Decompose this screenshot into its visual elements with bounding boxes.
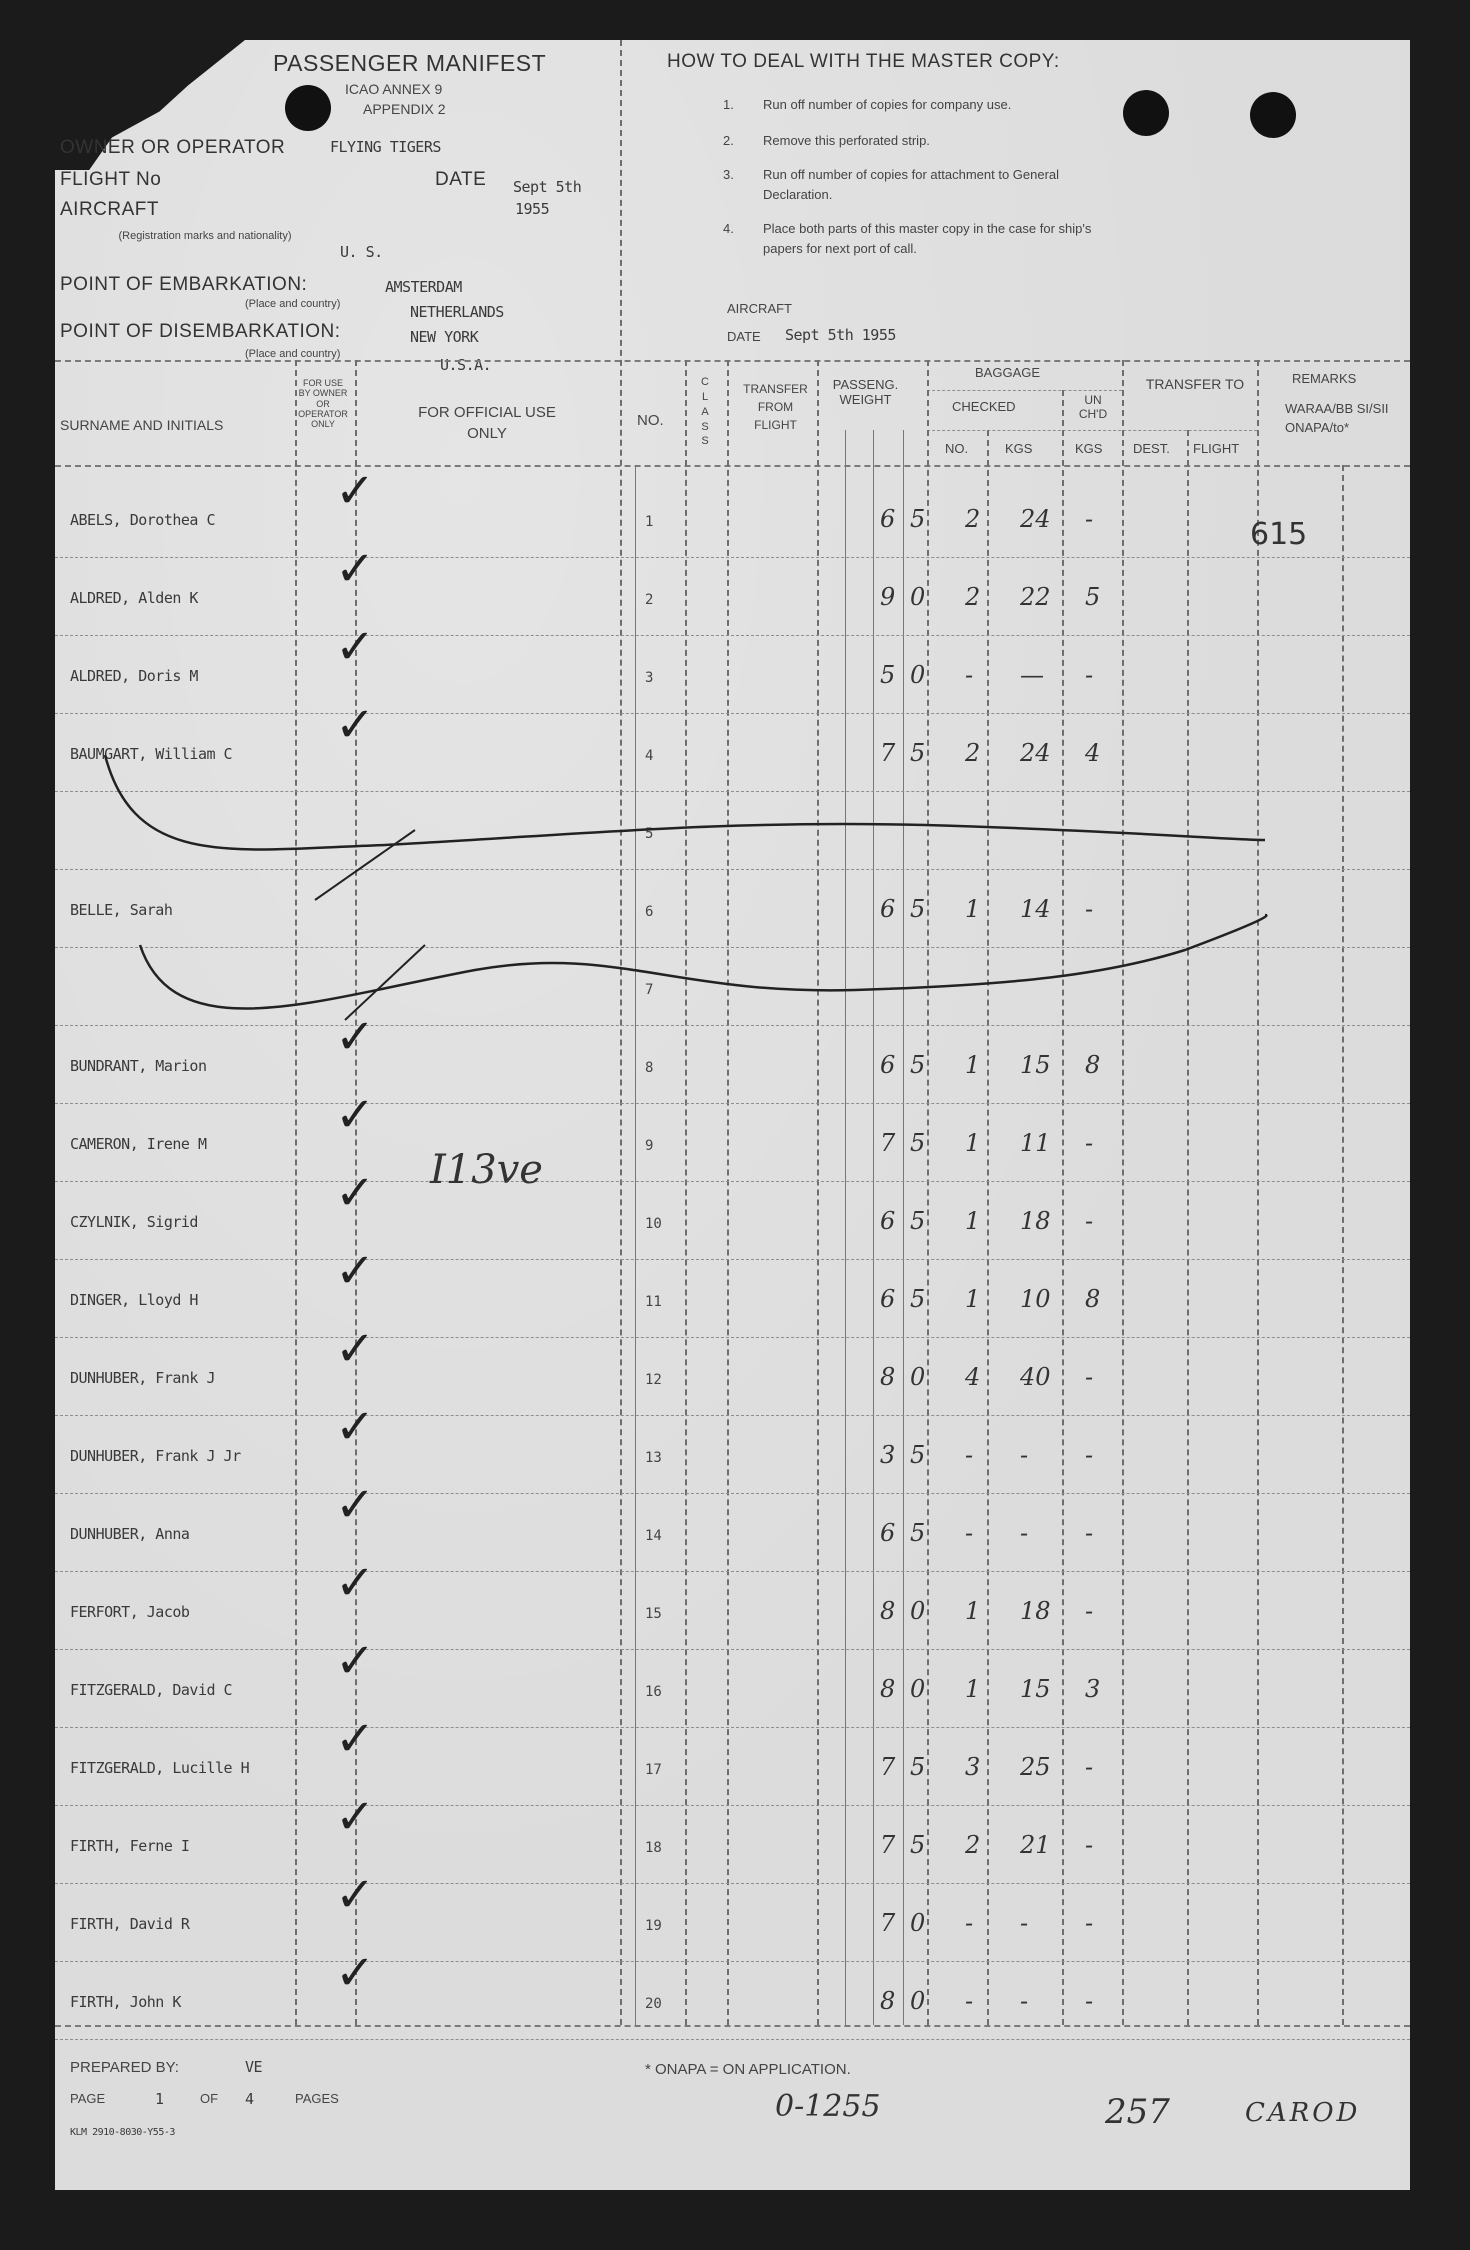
check-mark-icon: ✓ bbox=[335, 1789, 376, 1845]
weight-digit-2: 5 bbox=[910, 1285, 926, 1313]
weight-digit-2: 5 bbox=[910, 1129, 926, 1157]
weight-digit-1: 6 bbox=[880, 895, 896, 923]
embarkation-country: NETHERLANDS bbox=[410, 303, 504, 321]
hand-word: CAROD bbox=[1245, 2098, 1361, 2128]
weight-digit-2: 5 bbox=[910, 895, 926, 923]
weight-digit-2: 0 bbox=[910, 583, 926, 611]
unchecked-kgs: 3 bbox=[1085, 1675, 1101, 1703]
strike-check-row-5 bbox=[315, 830, 415, 900]
weight-digit-2: 0 bbox=[910, 1363, 926, 1391]
prepared-value: VE bbox=[245, 2058, 263, 2076]
date-year: 1955 bbox=[515, 200, 550, 218]
official-note: I13ve bbox=[430, 1147, 543, 1193]
weight-digit-1: 7 bbox=[880, 1909, 896, 1937]
col-remarks-sub: WARAA/BB SI/SII ONAPA/to* bbox=[1285, 401, 1389, 435]
unchecked-kgs: 8 bbox=[1085, 1051, 1101, 1079]
passenger-number: 6 bbox=[645, 904, 654, 920]
weight-digit-1: 6 bbox=[880, 1519, 896, 1547]
baggage-count: 1 bbox=[965, 1051, 981, 1079]
unchecked-kgs: 8 bbox=[1085, 1285, 1101, 1313]
passenger-name: CAMERON, Irene M bbox=[70, 1135, 207, 1153]
strike-line-row-5 bbox=[105, 755, 1265, 850]
weight-digit-2: 5 bbox=[910, 1051, 926, 1079]
baggage-kgs: - bbox=[1020, 1987, 1029, 2015]
passenger-name: DUNHUBER, Anna bbox=[70, 1525, 190, 1543]
weight-digit-2: 0 bbox=[910, 1597, 926, 1625]
baggage-kgs: 14 bbox=[1020, 895, 1051, 923]
disembarkation-country: U.S.A. bbox=[440, 356, 492, 374]
weight-digit-1: 5 bbox=[880, 661, 896, 689]
disembarkation-value: NEW YORK bbox=[410, 328, 479, 346]
passenger-name: FITZGERALD, David C bbox=[70, 1681, 233, 1699]
weight-digit-2: 5 bbox=[910, 1831, 926, 1859]
baggage-kgs: 18 bbox=[1020, 1597, 1051, 1625]
passenger-name: DUNHUBER, Frank J bbox=[70, 1369, 216, 1387]
weight-digit-1: 8 bbox=[880, 1675, 896, 1703]
weight-digit-1: 7 bbox=[880, 739, 896, 767]
col-weight: PASSENG. WEIGHT bbox=[832, 377, 899, 407]
passenger-number: 11 bbox=[645, 1294, 662, 1310]
baggage-kgs: 22 bbox=[1020, 583, 1051, 611]
weight-digit-1: 8 bbox=[880, 1987, 896, 2015]
passenger-number: 19 bbox=[645, 1918, 662, 1934]
instructions-title: HOW TO DEAL WITH THE MASTER COPY: bbox=[667, 51, 1060, 72]
onapa-note: * ONAPA = ON APPLICATION. bbox=[645, 2061, 851, 2078]
instruction-text: Run off number of copies for attachment to General bbox=[763, 167, 1060, 182]
check-mark-icon: ✓ bbox=[335, 1477, 376, 1533]
baggage-count: 4 bbox=[965, 1363, 981, 1391]
weight-digit-2: 5 bbox=[910, 739, 926, 767]
col-baggage: BAGGAGE bbox=[975, 365, 1041, 380]
manifest-sheet bbox=[55, 40, 1410, 2190]
unchecked-kgs: - bbox=[1085, 1753, 1094, 1781]
passenger-name: BUNDRANT, Marion bbox=[70, 1057, 207, 1075]
weight-digit-1: 3 bbox=[880, 1441, 896, 1469]
hand-code: 0-1255 bbox=[775, 2089, 881, 2124]
unchecked-kgs: 4 bbox=[1085, 739, 1101, 767]
hand-number: 257 bbox=[1105, 2092, 1170, 2132]
baggage-count: - bbox=[965, 1441, 974, 1469]
baggage-count: 2 bbox=[965, 505, 981, 533]
instruction-text: papers for next port of call. bbox=[763, 241, 917, 256]
check-mark-icon: ✓ bbox=[335, 1087, 376, 1143]
baggage-kgs: 24 bbox=[1020, 505, 1051, 533]
passenger-number: 16 bbox=[645, 1684, 662, 1700]
passenger-number: 2 bbox=[645, 592, 654, 608]
registration-value: U. S. bbox=[340, 243, 383, 261]
unchecked-kgs: - bbox=[1085, 1831, 1094, 1859]
check-mark-icon: ✓ bbox=[335, 541, 376, 597]
passenger-name: BAUMGART, William C bbox=[70, 745, 233, 763]
baggage-count: 1 bbox=[965, 1597, 981, 1625]
check-mark-icon: ✓ bbox=[335, 1633, 376, 1689]
passenger-name: FIRTH, Ferne I bbox=[70, 1837, 190, 1855]
check-mark-icon: ✓ bbox=[335, 1867, 376, 1923]
date-label: DATE bbox=[435, 169, 487, 190]
owner-value: FLYING TIGERS bbox=[330, 138, 441, 156]
unchecked-kgs: - bbox=[1085, 505, 1094, 533]
col-official: FOR OFFICIAL USE ONLY bbox=[418, 404, 556, 442]
instruction-text: Remove this perforated strip. bbox=[763, 133, 930, 148]
unchecked-kgs: - bbox=[1085, 1129, 1094, 1157]
col-transfer-to: TRANSFER TO bbox=[1145, 376, 1245, 392]
check-mark-icon: ✓ bbox=[335, 619, 376, 675]
passenger-number: 9 bbox=[645, 1138, 654, 1154]
baggage-count: 1 bbox=[965, 1207, 981, 1235]
col-unchd: UN CH'D bbox=[1078, 393, 1108, 421]
baggage-kgs: — bbox=[1020, 661, 1044, 689]
check-mark-icon: ✓ bbox=[335, 463, 376, 519]
unchecked-kgs: - bbox=[1085, 1597, 1094, 1625]
baggage-count: 1 bbox=[965, 1129, 981, 1157]
passenger-number: 4 bbox=[645, 748, 654, 764]
strike-overlay bbox=[55, 40, 1410, 2190]
page-value: 1 bbox=[155, 2090, 164, 2108]
appendix-label: APPENDIX 2 bbox=[363, 101, 446, 117]
of-label: OF bbox=[200, 2091, 219, 2106]
weight-digit-1: 6 bbox=[880, 1285, 896, 1313]
embarkation-note: (Place and country) bbox=[245, 298, 341, 310]
baggage-kgs: - bbox=[1020, 1441, 1029, 1469]
weight-digit-2: 0 bbox=[910, 1675, 926, 1703]
passenger-number: 15 bbox=[645, 1606, 662, 1622]
baggage-kgs: 40 bbox=[1020, 1363, 1051, 1391]
instruction-text: Run off number of copies for company use. bbox=[763, 97, 1012, 112]
baggage-count: - bbox=[965, 661, 974, 689]
baggage-count: 2 bbox=[965, 1831, 981, 1859]
passenger-number: 5 bbox=[645, 826, 654, 842]
baggage-kgs: 11 bbox=[1020, 1129, 1051, 1157]
check-mark-icon: ✓ bbox=[335, 697, 376, 753]
passenger-name: FIRTH, David R bbox=[70, 1915, 190, 1933]
passenger-name: ALDRED, Doris M bbox=[70, 667, 198, 685]
passenger-name: DINGER, Lloyd H bbox=[70, 1291, 198, 1309]
instructions-date-value: Sept 5th 1955 bbox=[785, 326, 896, 344]
check-mark-icon: ✓ bbox=[335, 1555, 376, 1611]
instruction-num: 3. bbox=[723, 167, 734, 182]
col-transfer-from: TRANSFER FROM FLIGHT bbox=[743, 382, 808, 432]
col-surname: SURNAME AND INITIALS bbox=[60, 417, 224, 433]
baggage-kgs: 15 bbox=[1020, 1051, 1051, 1079]
baggage-kgs: 18 bbox=[1020, 1207, 1051, 1235]
weight-digit-2: 0 bbox=[910, 1909, 926, 1937]
passenger-number: 17 bbox=[645, 1762, 662, 1778]
passenger-number: 18 bbox=[645, 1840, 662, 1856]
disembarkation-label: POINT OF DISEMBARKATION: bbox=[60, 321, 341, 342]
weight-digit-2: 0 bbox=[910, 661, 926, 689]
instruction-num: 1. bbox=[723, 97, 734, 112]
weight-digit-1: 6 bbox=[880, 505, 896, 533]
passenger-name: CZYLNIK, Sigrid bbox=[70, 1213, 198, 1231]
check-mark-icon: ✓ bbox=[335, 1321, 376, 1377]
baggage-count: 2 bbox=[965, 583, 981, 611]
col-class: CLASS bbox=[701, 376, 709, 448]
baggage-count: - bbox=[965, 1909, 974, 1937]
disembarkation-note: (Place and country) bbox=[245, 348, 341, 360]
instruction-text: Place both parts of this master copy in the case for ship's bbox=[763, 221, 1092, 236]
col-kgs: KGS bbox=[1005, 441, 1033, 456]
weight-digit-1: 7 bbox=[880, 1753, 896, 1781]
passenger-name: FIRTH, John K bbox=[70, 1993, 181, 2011]
check-mark-icon: ✓ bbox=[335, 1243, 376, 1299]
col-un-kgs: KGS bbox=[1075, 441, 1103, 456]
strike-line-row-7 bbox=[140, 915, 1266, 1009]
prepared-label: PREPARED BY: bbox=[70, 2059, 179, 2076]
baggage-kgs: - bbox=[1020, 1909, 1029, 1937]
weight-digit-1: 6 bbox=[880, 1207, 896, 1235]
col-bag-no: NO. bbox=[945, 441, 969, 456]
passenger-number: 3 bbox=[645, 670, 654, 686]
baggage-count: 1 bbox=[965, 1675, 981, 1703]
weight-digit-1: 8 bbox=[880, 1597, 896, 1625]
passenger-number: 20 bbox=[645, 1996, 662, 2012]
baggage-count: 1 bbox=[965, 1285, 981, 1313]
col-remarks: REMARKS bbox=[1292, 371, 1357, 386]
embarkation-value: AMSTERDAM bbox=[385, 278, 462, 296]
check-mark-icon: ✓ bbox=[335, 1711, 376, 1767]
date-value: Sept 5th bbox=[513, 178, 582, 196]
unchecked-kgs: - bbox=[1085, 1519, 1094, 1547]
unchecked-kgs: - bbox=[1085, 1207, 1094, 1235]
col-no: NO. bbox=[637, 412, 664, 429]
passenger-number: 13 bbox=[645, 1450, 662, 1466]
passenger-number: 7 bbox=[645, 982, 654, 998]
weight-digit-2: 5 bbox=[910, 1207, 926, 1235]
passenger-number: 14 bbox=[645, 1528, 662, 1544]
passenger-name: FERFORT, Jacob bbox=[70, 1603, 190, 1621]
pages-label: PAGES bbox=[295, 2091, 339, 2106]
col-owner-use: FOR USE BY OWNER OR OPERATOR ONLY bbox=[298, 378, 348, 430]
passenger-name: ALDRED, Alden K bbox=[70, 589, 198, 607]
baggage-kgs: - bbox=[1020, 1519, 1029, 1547]
col-dest: DEST. bbox=[1133, 441, 1170, 456]
weight-digit-1: 9 bbox=[880, 583, 896, 611]
registration-note: (Registration marks and nationality) bbox=[118, 230, 292, 242]
passenger-number: 1 bbox=[645, 514, 654, 530]
baggage-kgs: 25 bbox=[1020, 1753, 1051, 1781]
passenger-name: FITZGERALD, Lucille H bbox=[70, 1759, 250, 1777]
flight-label: FLIGHT No bbox=[60, 169, 162, 190]
check-mark-icon: ✓ bbox=[335, 1399, 376, 1455]
instructions-date-label: DATE bbox=[727, 329, 761, 344]
weight-digit-1: 8 bbox=[880, 1363, 896, 1391]
weight-digit-2: 5 bbox=[910, 1441, 926, 1469]
unchecked-kgs: 5 bbox=[1085, 583, 1101, 611]
weight-digit-2: 5 bbox=[910, 1753, 926, 1781]
passenger-name: ABELS, Dorothea C bbox=[70, 511, 216, 529]
check-mark-icon: ✓ bbox=[335, 1945, 376, 2001]
weight-digit-1: 6 bbox=[880, 1051, 896, 1079]
baggage-count: 2 bbox=[965, 739, 981, 767]
embarkation-label: POINT OF EMBARKATION: bbox=[60, 274, 308, 295]
passenger-number: 8 bbox=[645, 1060, 654, 1076]
owner-label: OWNER OR OPERATOR bbox=[60, 137, 286, 158]
instructions-aircraft-label: AIRCRAFT bbox=[727, 301, 792, 316]
unchecked-kgs: - bbox=[1085, 1363, 1094, 1391]
baggage-kgs: 15 bbox=[1020, 1675, 1051, 1703]
page-label: PAGE bbox=[70, 2091, 106, 2106]
passenger-name: BELLE, Sarah bbox=[70, 901, 173, 919]
unchecked-kgs: - bbox=[1085, 661, 1094, 689]
form-title: PASSENGER MANIFEST bbox=[273, 50, 547, 76]
unchecked-kgs: - bbox=[1085, 1441, 1094, 1469]
form-code: KLM 2910-8030-Y55-3 bbox=[70, 2127, 175, 2138]
check-mark-icon: ✓ bbox=[335, 1165, 376, 1221]
baggage-kgs: 24 bbox=[1020, 739, 1051, 767]
unchecked-kgs: - bbox=[1085, 1987, 1094, 2015]
instruction-num: 4. bbox=[723, 221, 734, 236]
baggage-count: - bbox=[965, 1987, 974, 2015]
of-value: 4 bbox=[245, 2090, 254, 2108]
instruction-text: Declaration. bbox=[763, 187, 833, 202]
weight-digit-1: 7 bbox=[880, 1129, 896, 1157]
passenger-number: 12 bbox=[645, 1372, 662, 1388]
col-flight: FLIGHT bbox=[1193, 441, 1240, 456]
col-checked: CHECKED bbox=[952, 399, 1016, 414]
passenger-name: DUNHUBER, Frank J Jr bbox=[70, 1447, 241, 1465]
baggage-kgs: 10 bbox=[1020, 1285, 1051, 1313]
passenger-number: 10 bbox=[645, 1216, 662, 1232]
check-mark-icon: ✓ bbox=[335, 1009, 376, 1065]
weight-digit-2: 0 bbox=[910, 1987, 926, 2015]
unchecked-kgs: - bbox=[1085, 895, 1094, 923]
annex-label: ICAO ANNEX 9 bbox=[345, 81, 443, 97]
baggage-count: 3 bbox=[965, 1753, 981, 1781]
weight-digit-1: 7 bbox=[880, 1831, 896, 1859]
unchecked-kgs: - bbox=[1085, 1909, 1094, 1937]
weight-digit-2: 5 bbox=[910, 1519, 926, 1547]
remark-615: 615 bbox=[1250, 517, 1308, 552]
baggage-count: 1 bbox=[965, 895, 981, 923]
aircraft-label: AIRCRAFT bbox=[60, 199, 159, 220]
instruction-num: 2. bbox=[723, 133, 734, 148]
baggage-count: - bbox=[965, 1519, 974, 1547]
baggage-kgs: 21 bbox=[1020, 1831, 1051, 1859]
weight-digit-2: 5 bbox=[910, 505, 926, 533]
